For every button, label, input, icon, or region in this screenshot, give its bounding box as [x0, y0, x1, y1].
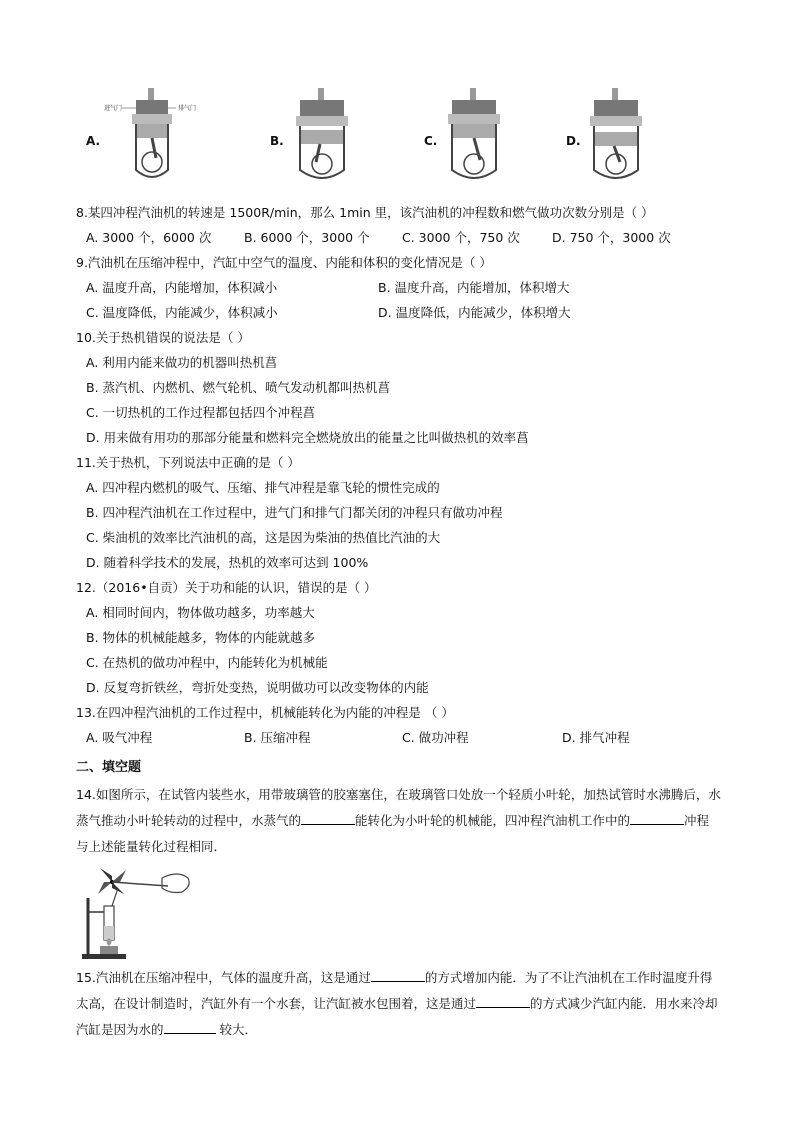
question-9-option-d: D. 温度降低，内能减少，体积增大	[378, 305, 571, 320]
question-15-part-3: 的方式减少汽缸内能．用水来冷却汽缸是因为水的	[76, 996, 718, 1037]
question-10-option-b: B. 蒸汽机、内燃机、燃气轮机、喷气发动机都叫热机菖	[86, 380, 391, 395]
question-14-text	[76, 782, 721, 860]
question-14-part-1: 14.如图所示，在试管内装些水，用带玻璃管的胶塞塞住，在玻璃管口处放一个轻质小叶轮，加热试管时水沸腾后，水蒸气推动小叶轮转动的过程中，水蒸气的	[76, 787, 721, 828]
question-12-option-c: C. 在热机的做功冲程中，内能转化为机械能	[86, 655, 328, 670]
option-a-label: A.	[86, 134, 101, 148]
question-10-option-d: D. 用来做有用功的那部分能量和燃料完全燃烧放出的能量之比叫做热机的效率菖	[86, 430, 529, 445]
engine-diagram-b	[286, 86, 366, 186]
question-11-option-b: B. 四冲程汽油机在工作过程中，进气门和排气门都关闭的冲程只有做功冲程	[86, 505, 503, 520]
question-14-blank-1[interactable]	[301, 812, 355, 825]
question-10-option-c: C. 一切热机的工作过程都包括四个冲程菖	[86, 405, 316, 420]
question-9-stem: 9.汽油机在压缩冲程中，汽缸中空气的温度、内能和体积的变化情况是（ ）	[76, 255, 492, 270]
question-9-option-b: B. 温度升高，内能增加，体积增大	[378, 280, 570, 295]
question-8-option-b: B. 6000 个，3000 个	[244, 230, 370, 245]
question-13-option-c: C. 做功冲程	[402, 730, 469, 745]
question-10-option-a: A. 利用内能来做功的机器叫热机菖	[86, 355, 278, 370]
question-12-option-a: A. 相同时间内，物体做功越多，功率越大	[86, 605, 315, 620]
question-8-option-c: C. 3000 个，750 次	[402, 230, 520, 245]
engine-diagram-c	[440, 86, 520, 186]
question-8-option-a: A. 3000 个，6000 次	[86, 230, 212, 245]
question-12-option-d: D. 反复弯折铁丝，弯折处变热，说明做功可以改变物体的内能	[86, 680, 429, 695]
section-fill-in-title: 二、填空题	[76, 760, 142, 775]
option-c-label: C.	[424, 134, 438, 148]
question-15-part-4: 较大．	[215, 1022, 257, 1037]
option-d-label: D.	[566, 134, 581, 148]
question-15-blank-2[interactable]	[476, 995, 530, 1008]
question-14-blank-2[interactable]	[630, 812, 684, 825]
question-11-option-c: C. 柴油机的效率比汽油机的高，这是因为柴油的热值比汽油的大	[86, 530, 441, 545]
pinwheel-test-tube-figure	[82, 862, 194, 960]
question-15-part-2: 的方式增加内能．为了不让汽油机在工作时温度升得太高，在设计制造时，汽缸外有一个水套，让汽缸被水包围着，这是通过	[76, 970, 713, 1011]
question-13-stem: 13.在四冲程汽油机的工作过程中，机械能转化为内能的冲程是 （ ）	[76, 705, 454, 720]
engine-diagram-a	[100, 86, 220, 186]
engine-options-row	[0, 80, 794, 190]
question-11-stem: 11.关于热机，下列说法中正确的是（ ）	[76, 455, 300, 470]
question-15-text	[76, 965, 721, 1043]
question-11-option-d: D. 随着科学技术的发展，热机的效率可达到 100%	[86, 555, 369, 570]
question-15-part-1: 15.汽油机在压缩冲程中，气体的温度升高，这是通过	[76, 970, 371, 985]
question-10-stem: 10.关于热机错误的说法是（ ）	[76, 330, 250, 345]
question-8-option-d: D. 750 个，3000 次	[552, 230, 671, 245]
question-13-option-b: B. 压缩冲程	[244, 730, 311, 745]
question-15-blank-3[interactable]	[164, 1021, 216, 1034]
question-8-stem: 8.某四冲程汽油机的转速是 1500R/min，那么 1min 里，该汽油机的冲程数和燃气做功次数分别是（ ）	[76, 205, 654, 220]
option-b-label: B.	[270, 134, 284, 148]
question-12-stem: 12.（2016•自贡）关于功和能的认识，错误的是（ ）	[76, 580, 377, 595]
question-9-option-a: A. 温度升高，内能增加，体积减小	[86, 280, 278, 295]
question-14-part-3: 冲程与上述能量转化过程相同．	[76, 813, 710, 854]
question-9-option-c: C. 温度降低，内能减少，体积减小	[86, 305, 278, 320]
question-14-part-2: 能转化为小叶轮的机械能，四冲程汽油机工作中的	[355, 813, 631, 828]
question-13-option-d: D. 排气冲程	[562, 730, 630, 745]
question-15-blank-1[interactable]	[371, 969, 425, 982]
question-11-option-a: A. 四冲程内燃机的吸气、压缩、排气冲程是靠飞轮的惯性完成的	[86, 480, 440, 495]
exhaust-valve-label: 排气门	[178, 105, 197, 112]
pinwheel-icon	[98, 868, 168, 894]
question-12-option-b: B. 物体的机械能越多，物体的内能就越多	[86, 630, 316, 645]
question-13-option-a: A. 吸气冲程	[86, 730, 153, 745]
engine-diagram-d	[582, 86, 662, 186]
intake-valve-label: 进气门	[104, 105, 123, 112]
